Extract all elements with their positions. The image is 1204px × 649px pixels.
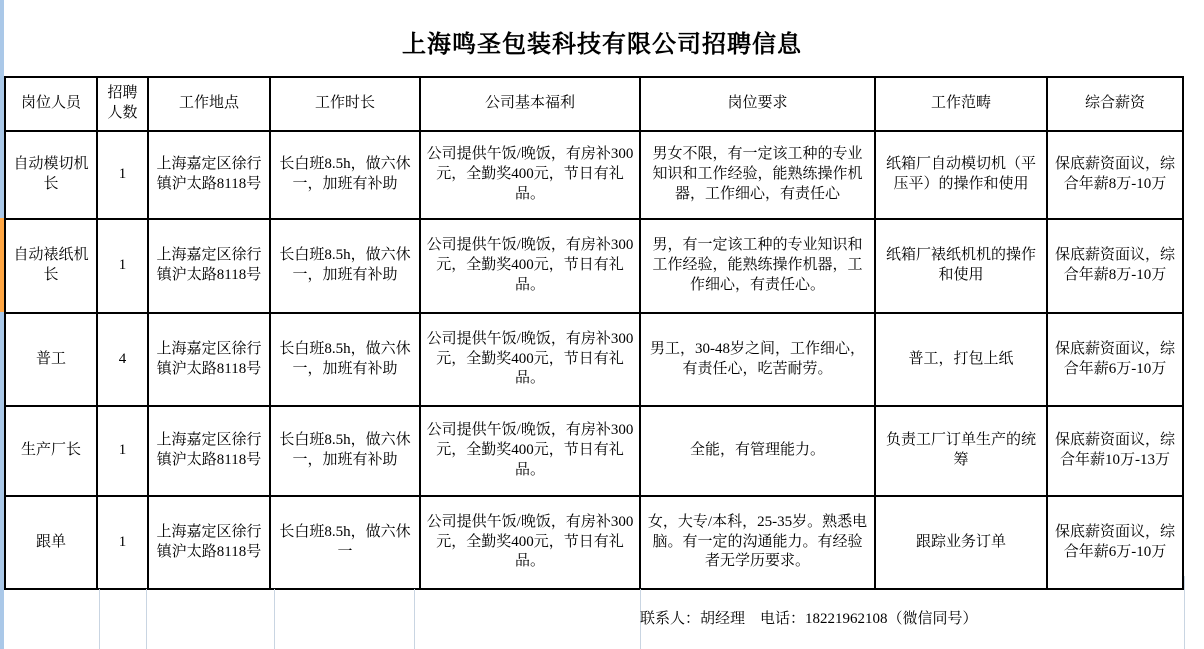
cell-salary: 保底薪资面议，综合年薪8万-10万 — [1047, 131, 1183, 219]
cell-location: 上海嘉定区徐行镇沪太路8118号 — [148, 406, 270, 496]
cell-headcount: 1 — [97, 406, 148, 496]
cell-location: 上海嘉定区徐行镇沪太路8118号 — [148, 496, 270, 589]
cell-hours: 长白班8.5h，做六休一，加班有补助 — [270, 313, 420, 406]
cell-scope: 纸箱厂裱纸机机的操作和使用 — [875, 219, 1047, 313]
cell-position: 跟单 — [5, 496, 97, 589]
cell-benefits: 公司提供午饭/晚饭，有房补300元，全勤奖400元，节日有礼品。 — [420, 406, 640, 496]
cell-requirements: 男工，30-48岁之间，工作细心，有责任心，吃苦耐劳。 — [640, 313, 875, 406]
page-title: 上海鸣圣包装科技有限公司招聘信息 — [402, 32, 802, 58]
cell-position: 自动模切机长 — [5, 131, 97, 219]
col-header-salary: 综合薪资 — [1047, 77, 1183, 131]
gridline — [414, 589, 415, 649]
cell-requirements: 男女不限，有一定该工种的专业知识和工作经验，能熟练操作机器，工作细心，有责任心 — [640, 131, 875, 219]
job-row — [5, 313, 1183, 406]
cell-location: 上海嘉定区徐行镇沪太路8118号 — [148, 219, 270, 313]
gridline — [99, 589, 100, 649]
cell-headcount: 1 — [97, 131, 148, 219]
cell-location: 上海嘉定区徐行镇沪太路8118号 — [148, 131, 270, 219]
cell-headcount: 1 — [97, 496, 148, 589]
cell-headcount: 1 — [97, 219, 148, 313]
cell-scope: 负责工厂订单生产的统筹 — [875, 406, 1047, 496]
header-row — [5, 77, 1183, 131]
col-header-requirements: 岗位要求 — [640, 77, 875, 131]
cell-location: 上海嘉定区徐行镇沪太路8118号 — [148, 313, 270, 406]
cell-requirements: 女，大专/本科，25-35岁。熟悉电脑。有一定的沟通能力。有经验者无学历要求。 — [640, 496, 875, 589]
cell-salary: 保底薪资面议，综合年薪6万-10万 — [1047, 496, 1183, 589]
cell-scope: 纸箱厂自动模切机（平压平）的操作和使用 — [875, 131, 1047, 219]
cell-benefits: 公司提供午饭/晚饭，有房补300元，全勤奖400元，节日有礼品。 — [420, 131, 640, 219]
cell-scope: 普工，打包上纸 — [875, 313, 1047, 406]
job-row — [5, 406, 1183, 496]
col-header-headcount: 招聘人数 — [97, 77, 148, 131]
cell-benefits: 公司提供午饭/晚饭，有房补300元，全勤奖400元，节日有礼品。 — [420, 313, 640, 406]
cell-requirements: 全能，有管理能力。 — [640, 406, 875, 496]
cell-hours: 长白班8.5h，做六休一，加班有补助 — [270, 219, 420, 313]
cell-position: 普工 — [5, 313, 97, 406]
cell-salary: 保底薪资面议，综合年薪10万-13万 — [1047, 406, 1183, 496]
gridline — [274, 589, 275, 649]
cell-hours: 长白班8.5h，做六休一，加班有补助 — [270, 131, 420, 219]
cell-benefits: 公司提供午饭/晚饭，有房补300元，全勤奖400元，节日有礼品。 — [420, 219, 640, 313]
cell-scope: 跟踪业务订单 — [875, 496, 1047, 589]
cell-salary: 保底薪资面议，综合年薪6万-10万 — [1047, 313, 1183, 406]
job-row — [5, 496, 1183, 589]
col-header-scope: 工作范畴 — [875, 77, 1047, 131]
contact-info: 联系人：胡经理 电话：18221962108（微信同号） — [640, 610, 978, 627]
col-header-benefits: 公司基本福利 — [420, 77, 640, 131]
cell-requirements: 男，有一定该工种的专业知识和工作经验，能熟练操作机器，工作细心，有责任心。 — [640, 219, 875, 313]
cell-hours: 长白班8.5h，做六休一 — [270, 496, 420, 589]
job-row — [5, 131, 1183, 219]
col-header-hours: 工作时长 — [270, 77, 420, 131]
gridline — [146, 589, 147, 649]
cell-headcount: 4 — [97, 313, 148, 406]
recruitment-table — [4, 76, 1184, 590]
cell-benefits: 公司提供午饭/晚饭，有房补300元，全勤奖400元，节日有礼品。 — [420, 496, 640, 589]
cell-hours: 长白班8.5h，做六休一，加班有补助 — [270, 406, 420, 496]
col-header-location: 工作地点 — [148, 77, 270, 131]
cell-position: 生产厂长 — [5, 406, 97, 496]
job-row — [5, 219, 1183, 313]
cell-position: 自动裱纸机长 — [5, 219, 97, 313]
col-header-position: 岗位人员 — [5, 77, 97, 131]
cell-salary: 保底薪资面议，综合年薪8万-10万 — [1047, 219, 1183, 313]
